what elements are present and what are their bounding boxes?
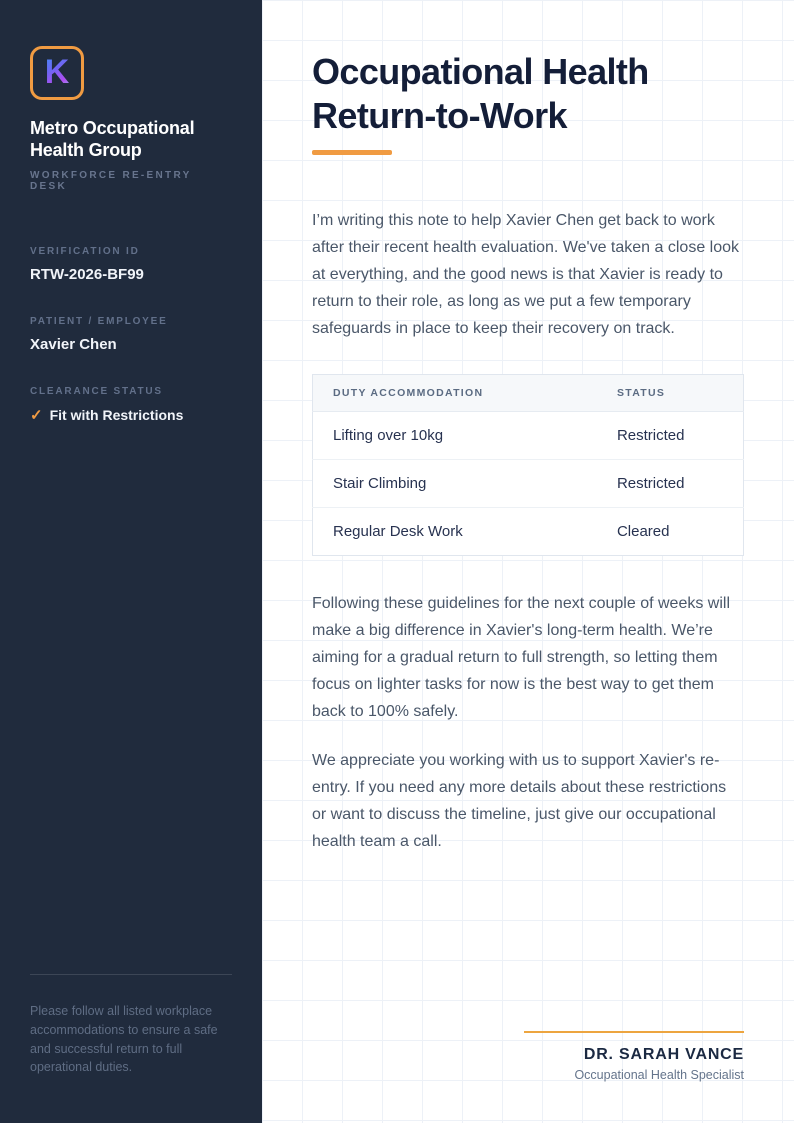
org-logo: [30, 46, 84, 100]
duty-accommodation-table: [312, 374, 744, 556]
signature-line: [524, 1031, 744, 1033]
paragraph-intro: I’m writing this note to help Xavier Chen get back to work after their recent health evaluation. We've taken a close look at everything, and the good news is that Xavier is ready to return to their role, as long as we put a few temporary safeguards in place to keep their recovery on track.: [312, 212, 740, 337]
paragraph-guidelines: Following these guidelines for the next couple of weeks will make a big difference in Xavier's long-term health. We’re aiming for a gradual return to full strength, so letting them focus on lighter tasks for now is the best way to get them back to 100% safely.: [312, 595, 731, 720]
table-row: [313, 508, 744, 556]
signature-block: [524, 1031, 744, 1082]
logo-k-icon: K: [44, 53, 70, 91]
sidebar-fields: [30, 246, 232, 457]
column-header-status: STATUS: [597, 375, 744, 412]
table-header-row: [313, 375, 744, 412]
paragraph-closing: We appreciate you working with us to support Xavier's re-entry. If you need any more details about these restrictions or want to discuss the timeline, just give our occupational health team a call.: [312, 752, 727, 850]
org-subtitle: WORKFORCE RE-ENTRY DESK: [30, 170, 192, 192]
title-accent-bar: [312, 150, 392, 155]
duty-cell: Lifting over 10kg: [313, 412, 597, 460]
signer-title: Occupational Health Specialist: [574, 1068, 744, 1082]
duty-cell: Regular Desk Work: [333, 523, 463, 540]
sidebar-footer-note: Please follow all listed workplace accommodations to ensure a safe and successful return to full operational duties.: [30, 1004, 218, 1075]
sidebar-spacer: [30, 457, 232, 974]
verification-id-value: RTW-2026-BF99: [30, 266, 144, 283]
org-name: Metro Occupational Health Group: [30, 118, 195, 160]
page-title: Occupational Health Return-to-Work: [312, 51, 649, 136]
document-body: [262, 0, 794, 1123]
status-cell: Restricted: [597, 412, 744, 460]
clearance-status-text: Fit with Restrictions: [49, 407, 184, 423]
field-clearance-status: [30, 386, 232, 424]
patient-employee-value: Xavier Chen: [30, 336, 117, 353]
field-verification-id: [30, 246, 232, 283]
status-cell: Cleared: [616, 523, 670, 540]
signer-name: DR. SARAH VANCE: [583, 1046, 744, 1063]
table-row: [313, 460, 744, 508]
sidebar-divider: [30, 974, 232, 975]
clearance-status-label: CLEARANCE STATUS: [30, 386, 163, 397]
checkmark-icon: ✓: [30, 407, 43, 424]
sidebar: [0, 0, 262, 1123]
duty-cell: Stair Climbing: [313, 460, 597, 508]
clearance-status-value: [30, 406, 232, 424]
status-cell: Restricted: [597, 460, 744, 508]
table-row: [313, 412, 744, 460]
field-patient-employee: [30, 316, 232, 353]
patient-employee-label: PATIENT / EMPLOYEE: [30, 316, 168, 327]
column-header-duty-accommodation: DUTY ACCOMMODATION: [313, 375, 597, 412]
verification-id-label: VERIFICATION ID: [30, 246, 140, 257]
